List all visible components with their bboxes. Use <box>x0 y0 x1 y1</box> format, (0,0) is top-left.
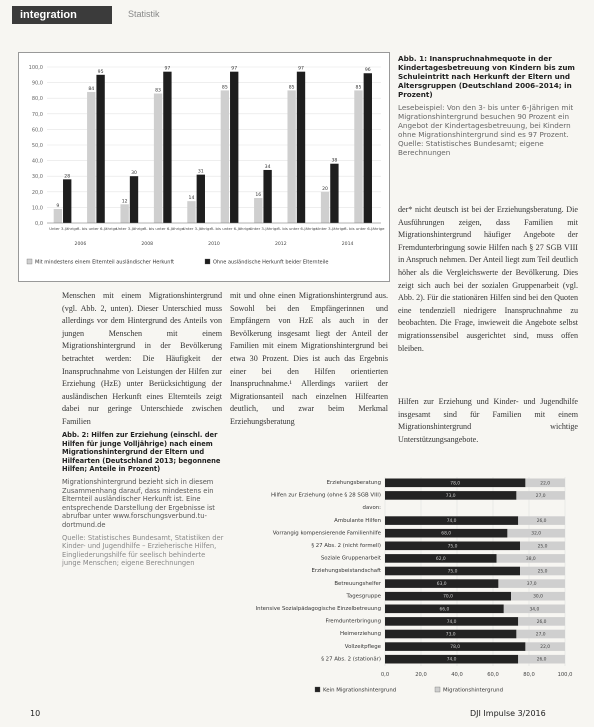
body-paragraph: der* nicht deutsch ist bei der Erziehungsberatung. Die Ausführungen zeigen, dass Familien mit Migrationshintergrund häufiger Angebote der Fremdunterbringung sowie Hilfen nach § 27 SGB VIII in Anspruch nehmen. Der Anteil liegt zum Teil deutlich höher als die Vergleichswerte der Bevölkerung. Dies zeigt sich auch bei der sozialen Gruppenarbeit (vgl. Abb. 2). Für die stationären Hilfen sind bei den Quoten eine tendenziell niedrigere Inanspruchnahme zu beobachten. Die Frage, inwieweit die Angebote selbst migrationssensibel ausgerichtet sind, muss offen bleiben. <box>398 205 578 353</box>
year-label: 2008 <box>141 242 154 247</box>
x-tick-label: 3- bis unter 6-Jährige <box>210 226 251 231</box>
bar <box>197 175 205 223</box>
bar <box>330 164 338 223</box>
figure2-stacked-bar-chart <box>235 469 585 701</box>
bar <box>187 201 195 223</box>
data-label: 74,0 <box>446 657 457 663</box>
bar <box>287 90 295 223</box>
bar <box>54 209 62 223</box>
data-label: 16 <box>255 193 262 199</box>
category-label: Betreuungshelfer <box>334 580 381 587</box>
body-text-col-c <box>398 204 578 355</box>
data-label: 84 <box>88 86 95 92</box>
data-label: 38,0 <box>525 556 536 562</box>
y-tick-label: 40,0 <box>31 158 43 165</box>
data-label: 27,0 <box>535 632 546 638</box>
bar <box>120 204 128 223</box>
data-label: 26,0 <box>536 619 547 625</box>
data-label: 83 <box>155 88 161 94</box>
legend-swatch <box>27 259 32 264</box>
data-label: 78,0 <box>450 481 461 487</box>
x-tick-label: 0,0 <box>380 672 390 678</box>
data-label: 73,0 <box>445 632 456 638</box>
category-label: Ambulante Hilfen <box>334 517 381 524</box>
category-label: § 27 Abs. 2 (stationär) <box>321 656 381 663</box>
category-label: Heimerziehung <box>340 631 381 638</box>
y-tick-label: 0,0 <box>35 221 43 227</box>
year-label: 2010 <box>208 242 220 247</box>
x-tick-label: 20,0 <box>415 672 427 678</box>
x-tick-label: 60,0 <box>487 672 499 678</box>
page-header <box>0 0 594 26</box>
category-label: Tagesgruppe <box>346 593 381 600</box>
x-tick-label: 3- bis unter 6-Jährige <box>76 226 118 231</box>
data-label: 97 <box>298 66 304 72</box>
data-label: 25,0 <box>537 544 548 550</box>
x-tick-label: Unter 3-Jährige <box>116 226 145 231</box>
x-tick-label: 3- bis unter 6-Jährige <box>277 226 318 231</box>
bar <box>364 73 372 223</box>
y-tick-label: 70,0 <box>31 111 43 118</box>
bar <box>230 72 238 223</box>
y-tick-label: 100,0 <box>28 65 43 71</box>
bar <box>297 72 305 223</box>
y-tick-label: 10,0 <box>31 205 43 212</box>
category-label: Vorrangig kompensierende Familienhilfe <box>272 530 381 537</box>
data-label: 9 <box>56 203 60 209</box>
data-label: 75,0 <box>447 569 458 575</box>
bar <box>63 179 71 223</box>
body-text-col-a <box>62 290 222 429</box>
category-label: Fremdunterbringung <box>325 618 381 625</box>
data-label: 63,0 <box>436 582 447 588</box>
data-label: 74,0 <box>446 519 457 525</box>
figure2-source: Quelle: Statistisches Bundesamt, Statistiken der Kinder- und Jugendhilfe – Erzieherische Hilfen, Eingliederungshilfe für seelisch behinderte junge Menschen; eigene Berechnungen <box>62 533 224 568</box>
figure1-title: Abb. 1: Inanspruchnahmequote in der Kindertagesbetreuung von Kindern bis zum Schuleintritt nach Herkunft der Eltern und Altersgruppen (Deutschland 2006–2014; in Prozent) <box>398 54 575 99</box>
category-label: Soziale Gruppenarbeit <box>320 555 381 562</box>
data-label: 85 <box>288 85 295 91</box>
x-tick-label: Unter 3-Jährige <box>182 226 212 231</box>
body-paragraph: Menschen mit einem Migrationshintergrund (vgl. Abb. 2, unten). Dieser Unterschied muss allerdings vor dem Hintergrund des Anteils von jungen Menschen mit einem Migrationshintergrund in der Bevölkerung betrachtet werden: Die Häufigkeit der Inanspruchnahme von Leistungen der Hilfen zur Erziehung (HzE) unter Berücksichtigung der ausländischen Herkunft eines Elternteils zeigt dabei nur geringe Unterschiede zwischen Familien <box>62 291 222 426</box>
data-label: 27,0 <box>535 493 546 499</box>
section-label: Statistik <box>128 9 160 19</box>
y-tick-label: 50,0 <box>31 143 43 149</box>
legend-label: Kein Migrationshintergrund <box>323 687 397 694</box>
legend-label: Migrationshintergrund <box>443 687 503 694</box>
bar <box>96 75 104 223</box>
data-label: 95 <box>97 69 104 75</box>
legend-swatch <box>435 687 440 692</box>
figure1-bar-chart <box>18 52 390 282</box>
year-label: 2006 <box>74 242 87 247</box>
bar <box>130 176 138 223</box>
body-paragraph: Hilfen zur Erziehung und Kinder- und Jugendhilfe insgesamt sind für Familien mit einem Migrationshintergrund wichtige Unterstützungsangebote. <box>398 397 578 444</box>
body-text-col-d <box>398 396 578 446</box>
data-label: 22,0 <box>540 645 551 651</box>
data-label: 97 <box>164 66 171 72</box>
data-label: 30,0 <box>533 594 543 600</box>
y-tick-label: 90,0 <box>31 80 43 87</box>
body-paragraph: mit und ohne einen Migrationshintergrund aus. Sowohl bei den Empfängerinnen und Empfängern von HzE als auch in der Bevölkerung insgesamt liegt der Anteil der Familien mit einem Migrationshintergrund bei etwa 30 Prozent. Dies ist auch das Ergebnis einer bei den Hilfen orientierten Inanspruchnahme.¹ Allerdings variiert der Migrationsanteil nach einzelnen Hilfearten deutlich, und zwar beim Merkmal Erziehungsberatung <box>230 291 388 426</box>
bar <box>154 94 162 223</box>
figure2-note: Migrationshintergrund bezieht sich in diesem Zusammenhang darauf, dass mindestens ein Elternteil ausländischer Herkunft ist. Eine entsprechende Darstellung der Ergebnisse ist abrufbar unter www.forschungsverbund.tu-dortmund.de <box>62 477 215 529</box>
figure1-caption <box>398 54 578 157</box>
figure1-note: Lesebeispiel: Von den 3- bis unter 6-Jährigen mit Migrationshintergrund besuchen 90 Prozent ein Angebot der Kindertagesbetreuung, bei Kindern ohne Migrationshintergrund sind es 97 Prozent. Quelle: Statistisches Bundesamt; eigene Berechnungen <box>398 103 574 157</box>
section-tab: integration <box>12 6 112 24</box>
data-label: 37,0 <box>526 582 537 588</box>
data-label: 14 <box>188 196 195 202</box>
data-label: 22,0 <box>540 481 551 487</box>
data-label: 26,0 <box>536 519 547 525</box>
page-number: 10 <box>30 709 41 718</box>
data-label: 85 <box>355 85 362 91</box>
data-label: 30 <box>131 171 137 177</box>
legend-label: Ohne ausländische Herkunft beider Elternteile <box>213 259 329 266</box>
bar <box>354 90 362 223</box>
bar <box>263 170 271 223</box>
category-label: Hilfen zur Erziehung (ohne § 28 SGB VIII) <box>270 492 381 499</box>
data-label: 70,0 <box>443 594 453 600</box>
x-tick-label: Unter 3-Jährige <box>249 226 279 231</box>
year-label: 2014 <box>341 242 354 247</box>
data-label: 68,0 <box>441 531 452 537</box>
y-tick-label: 80,0 <box>31 96 43 103</box>
category-label: § 27 Abs. 2 (nicht formell) <box>311 543 381 549</box>
data-label: 73,0 <box>445 493 456 499</box>
bar <box>221 90 229 223</box>
data-label: 20 <box>322 186 328 192</box>
data-label: 38 <box>331 158 338 164</box>
data-label: 96 <box>364 68 371 74</box>
data-label: 28 <box>64 174 71 180</box>
x-tick-label: 3- bis unter 6-Jährige <box>344 226 385 231</box>
bar <box>163 72 171 223</box>
bar <box>254 198 262 223</box>
figure2-title: Abb. 2: Hilfen zur Erziehung (einschl. der Hilfen für junge Volljährige) nach einem Migrationshintergrund der Eltern und Hilfearten (Deutschland 2013; begonnene Hilfen; Anteile in Prozent) <box>62 431 221 474</box>
data-label: 75,0 <box>447 544 458 550</box>
category-label: davon: <box>362 505 381 512</box>
bar <box>87 92 95 223</box>
y-tick-label: 30,0 <box>31 174 43 181</box>
y-tick-label: 20,0 <box>31 189 43 196</box>
category-label: Erziehungsberatung <box>326 480 381 486</box>
data-label: 97 <box>231 66 238 72</box>
category-label: Intensive Sozialpädagogische Einzelbetreuung <box>255 606 381 612</box>
legend-swatch <box>315 687 320 692</box>
data-label: 26,0 <box>536 657 547 663</box>
bar <box>321 192 329 223</box>
data-label: 85 <box>221 85 228 91</box>
legend-swatch <box>205 259 210 264</box>
data-label: 12 <box>121 199 128 205</box>
x-tick-label: 3- bis unter 6-Jährige <box>143 226 185 231</box>
year-label: 2012 <box>274 242 287 247</box>
data-label: 78,0 <box>450 645 461 651</box>
journal-name: DJI Impulse 3/2016 <box>470 709 546 718</box>
figure2-caption <box>62 431 224 568</box>
data-label: 62,0 <box>435 556 446 562</box>
category-label: Vollzeitpflege <box>344 643 381 650</box>
x-tick-label: Unter 3-Jährige <box>316 226 346 231</box>
x-tick-label: 40,0 <box>451 672 463 678</box>
data-label: 74,0 <box>446 619 457 625</box>
data-label: 34 <box>264 164 271 170</box>
legend-label: Mit mindestens einem Elternteil ausländischer Herkunft <box>35 259 175 266</box>
data-label: 66,0 <box>439 607 450 613</box>
category-label: Erziehungsbeistandschaft <box>311 568 381 575</box>
y-tick-label: 60,0 <box>31 127 43 134</box>
data-label: 25,0 <box>537 569 548 575</box>
data-label: 31 <box>197 169 204 175</box>
x-tick-label: 100,0 <box>557 672 573 678</box>
body-text-col-b <box>230 290 388 429</box>
x-tick-label: Unter 3-Jährige <box>49 226 79 231</box>
data-label: 32,0 <box>531 531 542 537</box>
x-tick-label: 80,0 <box>523 672 535 678</box>
data-label: 34,0 <box>529 607 540 613</box>
